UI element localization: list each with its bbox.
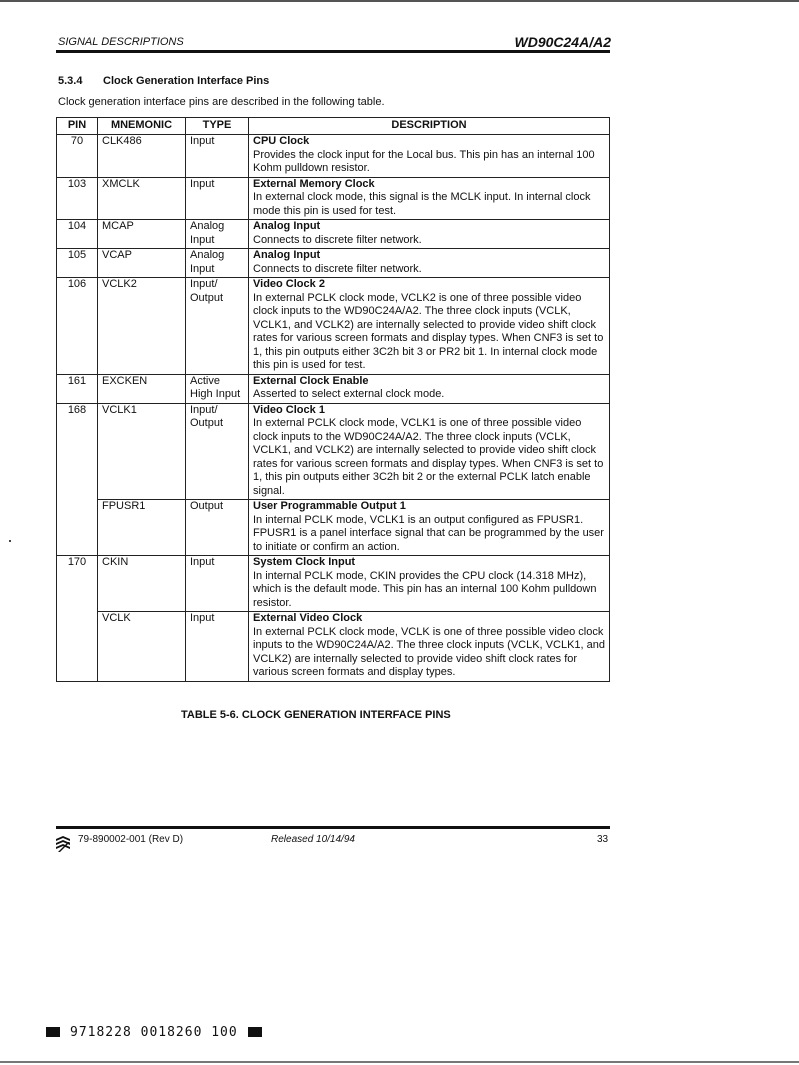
type-cell: Input — [186, 556, 249, 612]
col-header-description: DESCRIPTION — [249, 118, 610, 135]
description-cell — [249, 278, 610, 375]
type-cell: Analog Input — [186, 220, 249, 249]
description-title: User Programmable Output 1 — [253, 500, 406, 512]
mnemonic-cell: VCLK2 — [98, 278, 186, 375]
table-row — [57, 278, 610, 375]
mnemonic-cell: FPUSR1 — [98, 500, 186, 556]
description-title: Video Clock 1 — [253, 403, 325, 416]
description-text: Connects to discrete filter network. — [253, 233, 422, 246]
mnemonic-cell: EXCKEN — [98, 374, 186, 403]
header-part-number: WD90C24A/A2 — [514, 34, 611, 50]
pin-cell: 103 — [57, 177, 98, 220]
bottom-border-line — [0, 1061, 799, 1063]
pin-cell: 161 — [57, 374, 98, 403]
mnemonic-cell: VCAP — [98, 249, 186, 278]
description-text: In internal PCLK mode, VCLK1 is an output configured as FPUSR1. FPUSR1 is a panel interface signal that can be programmed by the user to initiate or confirm an action. — [253, 513, 604, 553]
description-title: CPU Clock — [253, 135, 310, 147]
table-row — [57, 556, 610, 612]
table-row — [57, 135, 610, 178]
description-text: In external clock mode, this signal is the MCLK input. In internal clock mode this pin is used for test. — [253, 191, 591, 217]
description-cell — [249, 612, 610, 682]
pin-cell: 104 — [57, 220, 98, 249]
mnemonic-cell: VCLK1 — [98, 403, 186, 500]
description-cell — [249, 220, 610, 249]
type-cell: Input/ Output — [186, 278, 249, 375]
description-text: Provides the clock input for the Local bus. This pin has an internal 100 Kohm pulldown resistor. — [253, 148, 595, 174]
col-header-pin: PIN — [57, 118, 98, 135]
company-logo-icon — [56, 836, 70, 852]
pin-cell: 170 — [57, 556, 98, 612]
description-title: Analog Input — [253, 220, 321, 232]
pin-cell — [57, 612, 98, 682]
pin-cell: 105 — [57, 249, 98, 278]
type-cell: Output — [186, 500, 249, 556]
description-cell — [249, 500, 610, 556]
type-cell: Input — [186, 135, 249, 178]
col-header-type: TYPE — [186, 118, 249, 135]
pin-cell: 168 — [57, 403, 98, 500]
description-cell — [249, 135, 610, 178]
mnemonic-cell: XMCLK — [98, 177, 186, 220]
description-title: External Clock Enable — [253, 374, 369, 387]
description-text: In internal PCLK mode, CKIN provides the CPU clock (14.318 MHz), which is the default mode. This pin has an internal 100 Kohm pulldown resistor. — [253, 569, 597, 609]
footer-release-date: Released 10/14/94 — [271, 834, 355, 845]
type-cell: Input/ Output — [186, 403, 249, 500]
pin-cell — [57, 500, 98, 556]
description-title: External Video Clock — [253, 612, 363, 624]
table-row — [57, 177, 610, 220]
pin-cell: 70 — [57, 135, 98, 178]
type-cell: Input — [186, 612, 249, 682]
col-header-mnemonic: MNEMONIC — [98, 118, 186, 135]
table-header-row — [57, 118, 610, 135]
table-row — [57, 500, 610, 556]
mnemonic-cell: CKIN — [98, 556, 186, 612]
description-title: Video Clock 2 — [253, 278, 325, 290]
description-title: System Clock Input — [253, 556, 356, 568]
mnemonic-cell: CLK486 — [98, 135, 186, 178]
margin-speck — [9, 540, 11, 542]
barcode-block-right — [248, 1027, 262, 1037]
type-cell: Active High Input — [186, 374, 249, 403]
table-row — [57, 220, 610, 249]
section-title: Clock Generation Interface Pins — [103, 75, 270, 87]
description-title: Analog Input — [253, 249, 321, 261]
top-border-line — [0, 0, 799, 2]
section-number: 5.3.4 — [58, 75, 83, 87]
description-cell — [249, 249, 610, 278]
type-cell: Input — [186, 177, 249, 220]
table-row — [57, 249, 610, 278]
description-cell — [249, 403, 610, 500]
mnemonic-cell: VCLK — [98, 612, 186, 682]
header-section-label: SIGNAL DESCRIPTIONS — [58, 36, 184, 48]
barcode-block-left — [46, 1027, 60, 1037]
pin-cell: 106 — [57, 278, 98, 375]
table-caption: TABLE 5-6. CLOCK GENERATION INTERFACE PINS — [181, 709, 451, 721]
table-row — [57, 374, 610, 403]
description-text: In external PCLK clock mode, VCLK1 is one of three possible video clock inputs to the WD90C24A/A2. The three clock inputs (VCLK, VCLK1, and VCLK2) are internally selected to provide video shift clock rates for various screen formats and display types. When CNF3 is set to 1, this pin outputs either 3C2h bit 2 or the external PCLK latch enable signal. — [253, 417, 604, 497]
footer-doc-number: 79-890002-001 (Rev D) — [78, 834, 184, 845]
description-text: In external PCLK clock mode, VCLK2 is one of three possible video clock inputs to the WD90C24A/A2. The three clock inputs (VCLK, VCLK1, and VCLK2) are internally selected to provide video shift clock rates for various screen formats and display types. When CNF3 is set to 1, this pin outputs either 3C2h bit 3 or PR2 bit 1. In internal clock mode this pin is used for test. — [253, 291, 604, 371]
description-text: Connects to discrete filter network. — [253, 262, 422, 275]
barcode-text: 9718228 0018260 100 — [70, 1024, 238, 1040]
footer-rule — [56, 826, 610, 829]
description-text: Asserted to select external clock mode. — [253, 388, 445, 400]
mnemonic-cell: MCAP — [98, 220, 186, 249]
description-text: In external PCLK clock mode, VCLK is one of three possible video clock inputs to the WD90C24A/A2. The three clock inputs (VCLK, VCLK1, and VCLK2) are internally selected to provide video shift clock rates for various screen formats and display types. — [253, 625, 605, 678]
footer-page-number: 33 — [597, 834, 609, 845]
clock-pins-table — [56, 117, 610, 682]
header-rule — [56, 50, 610, 53]
description-title: External Memory Clock — [253, 177, 375, 190]
description-cell — [249, 177, 610, 220]
type-cell: Analog Input — [186, 249, 249, 278]
description-cell — [249, 374, 610, 403]
table-row — [57, 612, 610, 682]
description-cell — [249, 556, 610, 612]
table-row — [57, 403, 610, 500]
section-intro: Clock generation interface pins are described in the following table. — [58, 96, 385, 108]
barcode-strip — [46, 1025, 262, 1039]
